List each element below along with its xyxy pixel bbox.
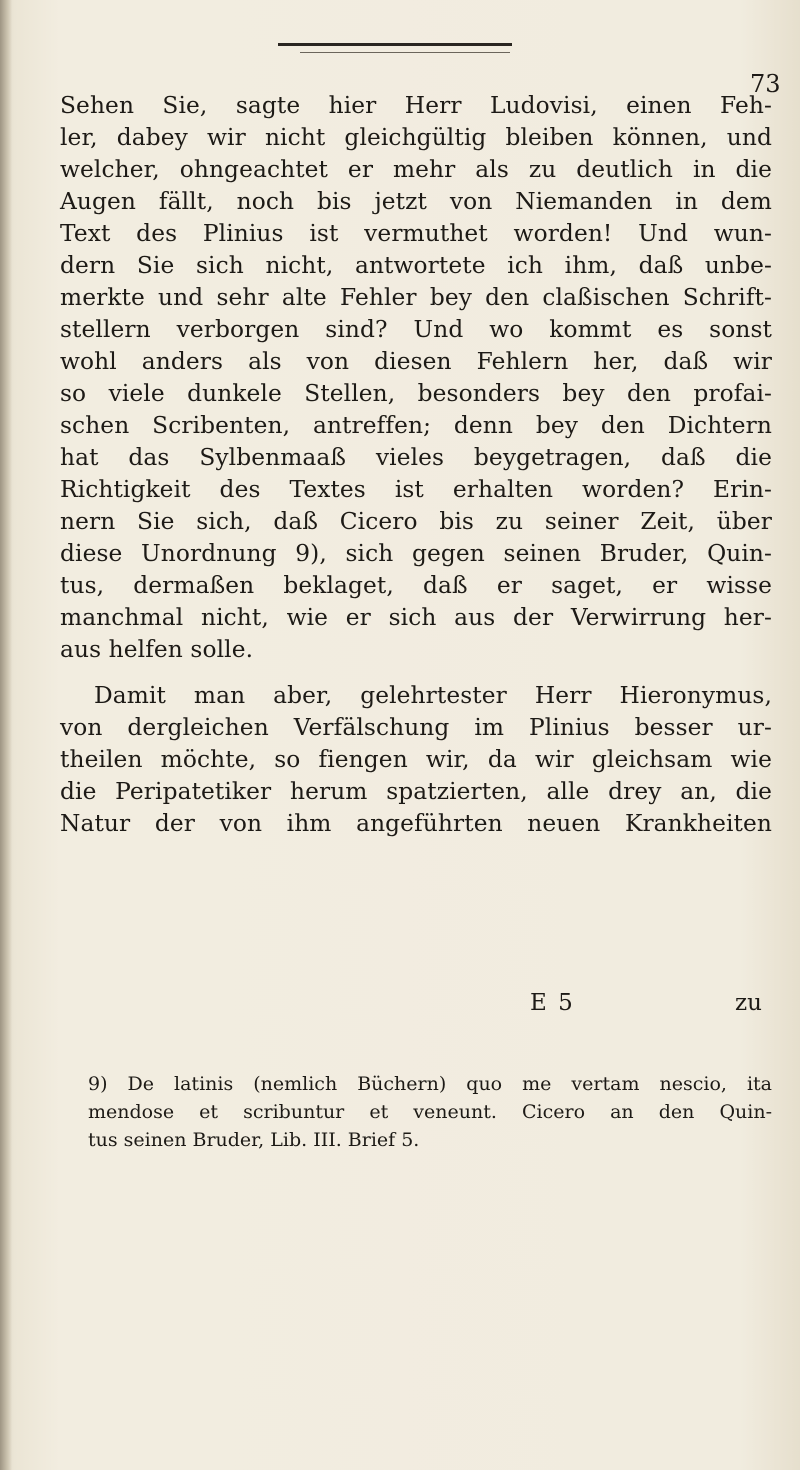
text-line: Richtigkeit des Textes ist erhalten worden? Erin- bbox=[60, 476, 772, 503]
text-line: manchmal nicht, wie er sich aus der Verwirrung her- bbox=[60, 604, 772, 631]
text-line: Natur der von ihm angeführten neuen Krankheiten bbox=[60, 810, 772, 837]
printer-signature: E 5 bbox=[530, 990, 575, 1016]
text-line: aus helfen solle. bbox=[60, 636, 254, 663]
text-line: tus, dermaßen beklaget, daß er saget, er wisse bbox=[60, 572, 772, 599]
footnote-line: mendose et scribuntur et veneunt. Cicero an den Quin- bbox=[88, 1101, 772, 1123]
footnote-line: tus seinen Bruder, Lib. III. Brief 5. bbox=[88, 1129, 420, 1151]
text-line: ler, dabey wir nicht gleichgültig bleiben können, und bbox=[60, 124, 772, 151]
text-line: schen Scribenten, antreffen; denn bey den Dichtern bbox=[60, 412, 772, 439]
header-rule bbox=[278, 43, 512, 46]
signature-row bbox=[60, 990, 772, 1020]
paragraph-2 bbox=[60, 680, 772, 840]
text-line: dern Sie sich nicht, antwortete ich ihm, daß unbe- bbox=[60, 252, 772, 279]
footnote-line: 9) De latinis (nemlich Büchern) quo me vertam nescio, ita bbox=[88, 1073, 772, 1095]
text-line: Damit man aber, gelehrtester Herr Hieronymus, bbox=[94, 682, 772, 709]
text-line: so viele dunkele Stellen, besonders bey den profai- bbox=[60, 380, 772, 407]
body-text bbox=[60, 90, 772, 840]
text-line: nern Sie sich, daß Cicero bis zu seiner Zeit, über bbox=[60, 508, 772, 535]
text-line: Text des Plinius ist vermuthet worden! Und wun- bbox=[60, 220, 772, 247]
text-line: wohl anders als von diesen Fehlern her, daß wir bbox=[60, 348, 772, 375]
text-line: hat das Sylbenmaaß vieles beygetragen, daß die bbox=[60, 444, 772, 471]
text-line: die Peripatetiker herum spatzierten, alle drey an, die bbox=[60, 778, 772, 805]
text-line: stellern verborgen sind? Und wo kommt es sonst bbox=[60, 316, 772, 343]
text-line: Augen fällt, noch bis jetzt von Niemanden in dem bbox=[60, 188, 772, 215]
paragraph-1 bbox=[60, 90, 772, 666]
page-number: 73 bbox=[750, 70, 781, 98]
page-binding-edge bbox=[0, 0, 12, 1470]
header-rule-thin bbox=[300, 52, 510, 53]
text-line: merkte und sehr alte Fehler bey den claßischen Schrift- bbox=[60, 284, 772, 311]
text-line: welcher, ohngeachtet er mehr als zu deutlich in die bbox=[60, 156, 772, 183]
catchword: zu bbox=[735, 990, 762, 1016]
text-line: Sehen Sie, sagte hier Herr Ludovisi, einen Feh- bbox=[60, 92, 772, 119]
footnote bbox=[60, 1070, 772, 1154]
text-line: theilen möchte, so fiengen wir, da wir gleichsam wie bbox=[60, 746, 772, 773]
text-line: diese Unordnung 9), sich gegen seinen Bruder, Quin- bbox=[60, 540, 772, 567]
text-line: von dergleichen Verfälschung im Plinius besser ur- bbox=[60, 714, 772, 741]
paragraph-gap bbox=[60, 666, 772, 680]
